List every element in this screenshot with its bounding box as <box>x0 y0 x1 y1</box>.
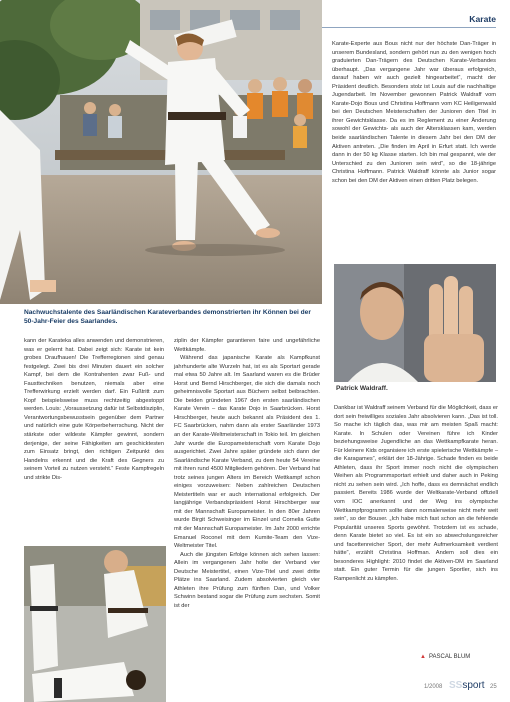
paragraph: Dankbar ist Waldraff seinem Verband für die Möglichkeit, dass er dort sein freiwilliges soziales Jahr absolvieren kann. „Das ist toll. So mache ich täglich das, was mir am meisten Spaß macht: Karate. In Schulen oder Vereinen führe ich Kinder beziehungsweise Jugendliche an das Wettkampfkarate heran. Für kleinere Kids organisiere ich erste spielerische Wettkämpfe – die Karagames“, erklärt der 18-Jährige. Schade finden es beide Athleten, dass ihr Sport immer noch nicht die olympischen Weihen als Programmsportart erhielt und daher auch in Peking nicht zu sehen sein wird. „Ich hoffe, dass es demnächst endlich passiert. Bereits 1986 wurde der Weltkarate-Verband offiziell vom IOC anerkannt und der Weg ins olympische Wettkampfprogramm sollte dann normalerweise nicht mehr weit sein“, so der Bouser. „Ich habe mich fast schon an die fehlende Popularität unseres Sports gewöhnt. Trotzdem ist es schade, denn Karate bietet so viel. Es ist ein so abwechslungsreicher und facettenreicher Sport, der mehr Aufmerksamkeit verdient hätte“, erzählt Christina Hoffman. Andem soll dies ein besonderes Highlight: 2010 findet die Aktiven-DM im Saarland statt. Ein guter Termin für die jungen Sportler, sich ins Rampenlicht zu kämpfen. <box>334 405 498 582</box>
issue-number: 1/2008 <box>424 684 443 690</box>
article-column-c-bottom <box>334 404 498 583</box>
author-name: PASCAL BLUM <box>428 654 471 660</box>
page-number: 25 <box>490 684 497 690</box>
article-column-c-top <box>332 40 496 185</box>
karate-takedown-photo <box>24 546 166 702</box>
article-column-a <box>24 337 164 482</box>
karate-takedown-illustration <box>24 546 166 702</box>
section-rule <box>322 27 496 28</box>
article-column-b <box>174 337 320 611</box>
magazine-logo <box>449 680 485 691</box>
patrick-waldraff-portrait <box>334 264 496 382</box>
logo-text: sport <box>462 680 485 691</box>
karate-demonstration-illustration <box>0 0 322 304</box>
portrait-caption: Patrick Waldraff. <box>336 385 388 392</box>
section-title: Karate <box>469 14 496 24</box>
author-triangle-icon: ▲ <box>420 654 426 660</box>
main-photo-caption: Nachwuchstalente des Saarländischen Karateverbandes demonstrierten ihr Können bei der 50-Jahr-Feier des Saarlandes. <box>24 309 311 325</box>
author-credit <box>420 654 470 660</box>
paragraph: Auch die jüngsten Erfolge können sich sehen lassen: Allein im vergangenen Jahr holte der Verband vier Deutsche Meistertitel, einen Vize-Titel und zwei dritte Plätze ins Saarland. Zudem absolvierten gleich vier Athleten ihre Prüfung zum fünften Dan, und Volker Schwinn bestand sogar die Prüfung zum sechsten. Somit ist der <box>174 551 320 609</box>
paragraph: kann der Karateka alles anwenden und demonstrieren, was er gelernt hat. Dabei zeigt sich: Karate ist kein grobes Draufhauen! Die Trefferregionen sind genau festgelegt. Zwei bis drei Minuten dauert ein solcher Kampf, bei dem die Kontrahenten zwar Fuß- und Fausttechniken benutzen, niemals aber eine Trefferwirkung erzielt werden darf. Ein Fußtritt zum Kopf beispielsweise muss rechtzeitig abgestoppt werden. Louis: „Voraussetzung dafür ist Selbstdisziplin, Verantwortungsbewusstsein gegenüber dem Partner und natürlich eine gute Körperbeherrschung. Nicht der stärkste oder wildeste Kämpfer gewinnt, sondern derjenige, der seine Fähigkeiten am geschicktesten zum Einsatz bringt, den richtigen Zeitpunkt des Handelns erkennt und die Kraft des Gegners zu seinem Vorteil zu nutzen versteht.“ Feste Kampfregeln und strikte Dis- <box>24 338 164 481</box>
paragraph: ziplin der Kämpfer garantieren faire und ungefährliche Wettkämpfe. <box>174 338 320 353</box>
logo-prefix: SS <box>449 680 463 691</box>
portrait-illustration <box>334 264 496 382</box>
paragraph: Während das japanische Karate als Kampfkunst jahrhunderte alte Wurzeln hat, ist es als Sportart gerade mal etwa 50 Jahre alt. Im Saarland waren es die Brüder Horst und Bernd Hirschberger, die sich die damals noch geheimnisvolle Sportart aus Büchern selbst beibrachten. Die beiden gründeten 1967 den ersten saarländischen Karate Verein – das Karate Dojo in Saarbrücken. Horst Hirschberger, heute auch bekannt als Präsident des 1. FC Saarbrücken, nahm dann als erster Saarländer 1973 an der Karate-Weltmeisterschaft in Tokio teil. Im gleichen Jahr wurde die Europameisterschaft vom Karate Dojo ausgerichtet. Zwei Jahre später gründete sich dann der Saarländische Karate Verband, zu dem heute 54 Vereine mit ihren rund 4500 Mitgliedern gehören. Der Verband hat trotz seines jungen Alters im Bereich Wettkampf schon einiges vorzuweisen: Neben zahlreichen Deutschen Meistertiteln war er auch international erfolgreich. Der langjährige Verbandspräsident Horst Hirschberger war mit der Mannschaft Europameister. In den 80er Jahren wurde Birgit Schweisinger im Einzel und Cornelia Gutte mit der Mannschaft Europameister. Im Jahr 2000 errichte Emanuel Roconel mit dem Kumite-Team den Vize-Weltmeister Titel. <box>174 355 320 550</box>
paragraph: Karate-Experte aus Bous nicht nur der höchste Dan-Träger in unserem Bundesland, sondern gehört nun zu den wenigen hoch graduierten Dan-Trägern des Deutschen Karate-Verbandes überhaupt. „Das vergangene Jahr war überaus erfolgreich, darauf haben wir auch gezielt hingearbeitet“, macht der Präsident deutlich. Besonders stolz ist Louis auf die nachhaltige Jugendarbeit. Im November gewonnen Patrick Waldraff vom Karate-Dojo Bous und Christina Hoffmann vom KC Heiligenwald bei den Deutschen Meisterschaften der Junioren den Titel in ihrer Gewichtsklasse. Da es im Reglement zu einer Änderung sowohl der Gewichts- als auch der Altersklassen kam, werden beide saarländischen Talente in diesem Jahr bei den DM der Aktiven antreten. „Die finden im April in Erfurt statt. Ich werde dann in der 50 kg Klasse starten. Ich bin mal gespannt, wie der Unterschied zu den Junioren sein wird“, so die 18-jährige Christina Hoffmann. Patrick Waldraff könnte als Junior sogar schon bei den DM der Aktiven einen dritten Platz belegen. <box>332 41 496 184</box>
karate-demonstration-photo <box>0 0 322 304</box>
